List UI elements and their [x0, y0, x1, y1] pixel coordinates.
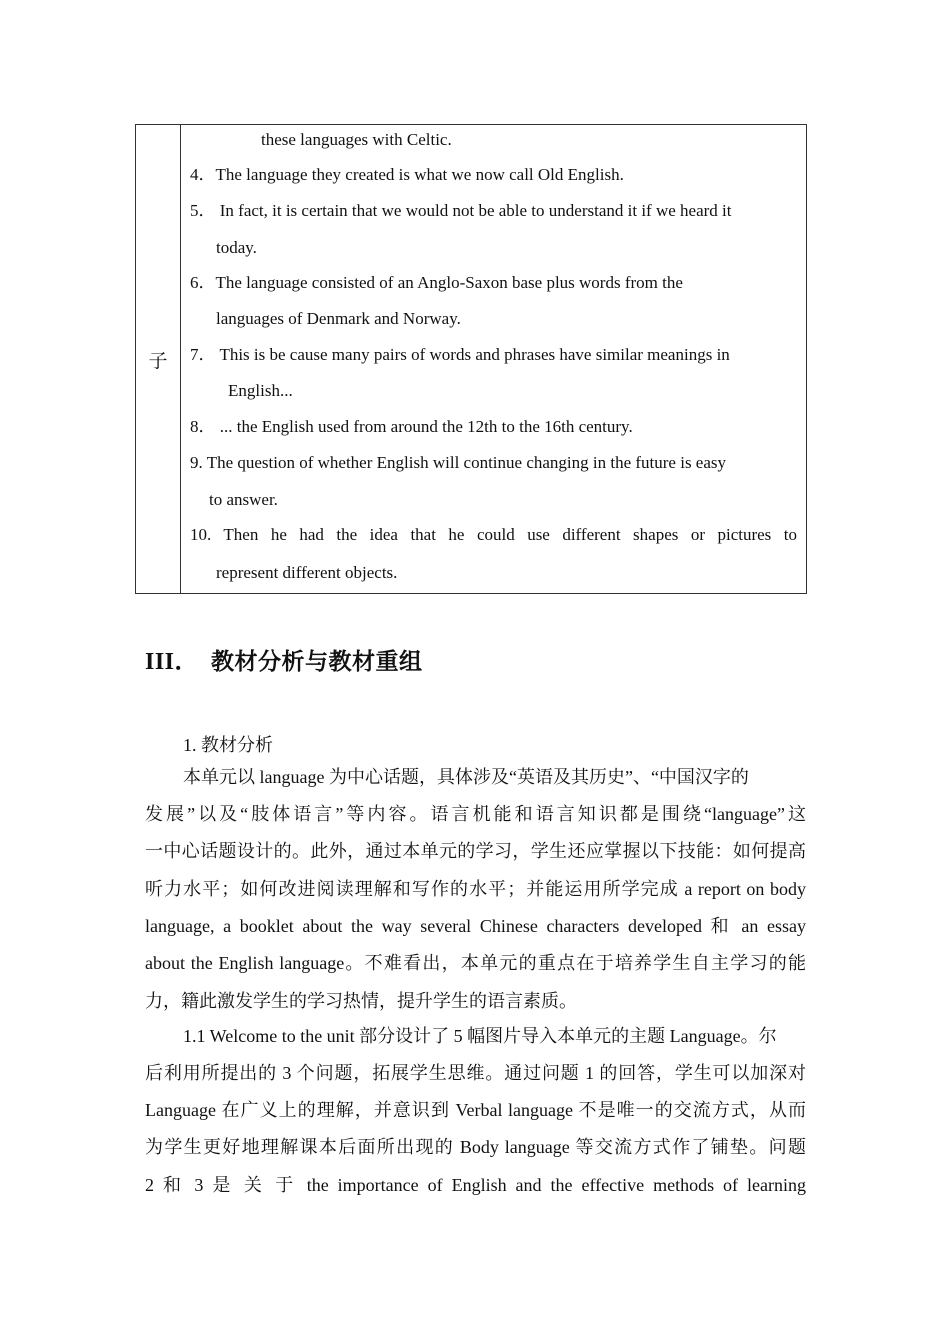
sentence-line: English... [228, 381, 293, 400]
sentence-line: 10. Then he had the idea that he could use different shapes or pictures to [190, 525, 797, 544]
sentence-list [181, 125, 806, 593]
sentence-line: 5． In fact, it is certain that we would not be able to understand it if we heard it [190, 201, 732, 220]
subsection-heading: 1. 教材分析 [183, 735, 273, 755]
table-items-cell [181, 125, 807, 594]
sentence-line: 8． ... the English used from around the 12th to the 16th century. [190, 417, 633, 436]
paragraph-line: 后利用所提出的 3 个问题，拓展学生思维。通过问题 1 的回答，学生可以加深对 [145, 1063, 806, 1083]
sentence-line: 4．The language they created is what we now call Old English. [190, 165, 624, 184]
section-heading [145, 641, 423, 676]
paragraph-line: about the English language。不难看出，本单元的重点在于培养学生自主学习的能 [145, 953, 806, 973]
sentence-line: these languages with Celtic. [261, 130, 452, 149]
paragraph-line: 本单元以 language 为中心话题，具体涉及“英语及其历史”、“中国汉字的 [183, 767, 749, 787]
table-label-cell: 子 [136, 125, 181, 594]
sentence-line: to answer. [209, 490, 278, 509]
sentence-line: represent different objects. [216, 563, 398, 582]
paragraph-line: 发展”以及“肢体语言”等内容。语言机能和语言知识都是围绕“language”这 [145, 804, 806, 824]
paragraph-line: language, a booklet about the way several Chinese characters developed 和 an essay [145, 916, 806, 936]
example-sentences-table [135, 124, 807, 594]
paragraph-line: 力，籍此激发学生的学习热情，提升学生的语言素质。 [145, 991, 577, 1011]
paragraph-line: Language 在广义上的理解，并意识到 Verbal language 不是唯一的交流方式，从而 [145, 1100, 806, 1120]
sentence-line: today. [216, 238, 257, 257]
sentence-line: 9. The question of whether English will continue changing in the future is easy [190, 453, 727, 472]
sentence-line: 7． This is be cause many pairs of words and phrases have similar meanings in [190, 345, 730, 364]
paragraph-line: 1.1 Welcome to the unit 部分设计了 5 幅图片导入本单元的主题 Language。尔 [183, 1026, 777, 1046]
paragraph-line: 一中心话题设计的。此外，通过本单元的学习，学生还应掌握以下技能：如何提高 [145, 841, 806, 861]
sentence-line: 6．The language consisted of an Anglo-Saxon base plus words from the [190, 273, 683, 292]
section-number: III． [145, 649, 200, 675]
paragraph-line: 听力水平；如何改进阅读理解和写作的水平；并能运用所学完成 a report on body [145, 879, 806, 899]
sentence-line: languages of Denmark and Norway. [216, 309, 461, 328]
paragraph-line: 为学生更好地理解课本后面所出现的 Body language 等交流方式作了铺垫。问题 [145, 1137, 806, 1157]
paragraph-line: 2 和 3 是 关 于 the importance of English and the effective methods of learning [145, 1175, 806, 1195]
section-title: 教材分析与教材重组 [211, 649, 423, 675]
